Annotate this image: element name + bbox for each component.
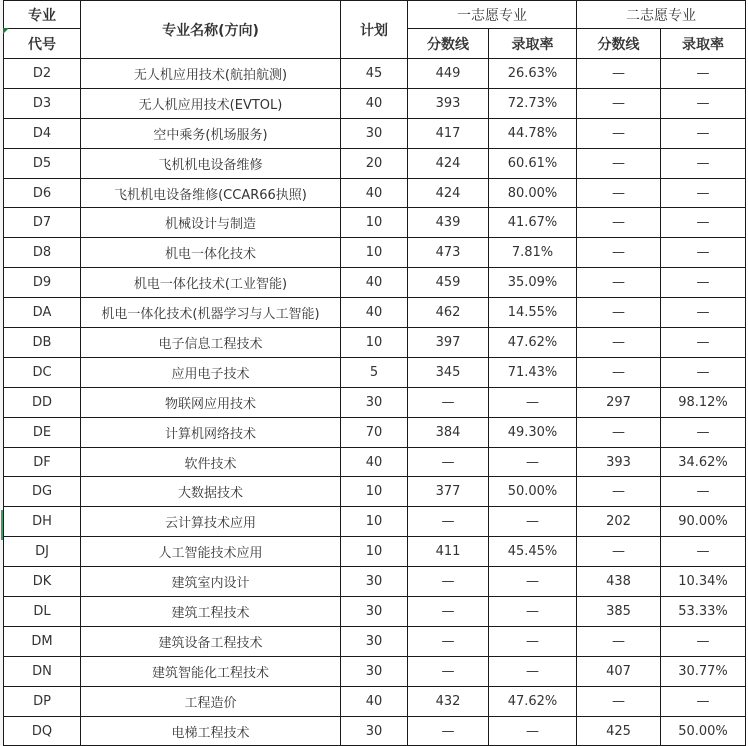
major-code-cell[interactable]: DG — [4, 477, 81, 507]
plan-count-cell[interactable]: 30 — [341, 387, 408, 417]
second-choice-rate-cell[interactable]: 90.00% — [661, 507, 746, 537]
second-choice-score-cell[interactable]: 425 — [577, 716, 661, 746]
second-choice-score-cell[interactable]: 385 — [577, 597, 661, 627]
major-code-cell[interactable]: DQ — [4, 716, 81, 746]
plan-count-cell[interactable]: 45 — [341, 59, 408, 89]
second-choice-rate-cell[interactable]: — — [661, 268, 746, 298]
table-row — [4, 387, 746, 417]
table-row — [4, 597, 746, 627]
second-choice-rate-cell[interactable]: — — [661, 148, 746, 178]
plan-count-cell[interactable]: 10 — [341, 238, 408, 268]
table-row — [4, 447, 746, 477]
first-choice-rate-cell[interactable]: 7.81% — [489, 238, 577, 268]
second-choice-score-cell[interactable]: — — [577, 537, 661, 567]
major-name-cell[interactable]: 电梯工程技术 — [81, 716, 341, 746]
major-code-cell[interactable]: DN — [4, 656, 81, 686]
first-choice-rate-cell[interactable]: 14.55% — [489, 298, 577, 328]
second-choice-rate-cell[interactable]: — — [661, 417, 746, 447]
first-choice-rate-cell[interactable]: 50.00% — [489, 477, 577, 507]
table-row — [4, 537, 746, 567]
table-row — [4, 88, 746, 118]
plan-count-cell[interactable]: 30 — [341, 118, 408, 148]
second-choice-rate-cell[interactable]: — — [661, 686, 746, 716]
major-name-cell[interactable]: 工程造价 — [81, 686, 341, 716]
major-code-cell[interactable]: DK — [4, 567, 81, 597]
second-choice-score-cell[interactable]: — — [577, 477, 661, 507]
major-code-cell[interactable]: D8 — [4, 238, 81, 268]
major-name-cell[interactable]: 人工智能技术应用 — [81, 537, 341, 567]
major-name-cell[interactable]: 电子信息工程技术 — [81, 328, 341, 358]
header-second-rate[interactable]: 录取率 — [661, 29, 746, 59]
plan-count-cell[interactable]: 40 — [341, 298, 408, 328]
second-choice-rate-cell[interactable]: 34.62% — [661, 447, 746, 477]
first-choice-rate-cell[interactable]: 47.62% — [489, 686, 577, 716]
plan-count-cell[interactable]: 10 — [341, 208, 408, 238]
major-name-cell[interactable]: 云计算技术应用 — [81, 507, 341, 537]
first-choice-score-cell[interactable]: 432 — [408, 686, 489, 716]
first-choice-score-cell[interactable]: 393 — [408, 88, 489, 118]
header-code-top[interactable]: 专业 — [4, 1, 81, 29]
table-row — [4, 59, 746, 89]
second-choice-score-cell[interactable]: — — [577, 268, 661, 298]
table-body — [4, 59, 746, 746]
table-row — [4, 417, 746, 447]
first-choice-rate-cell[interactable]: 47.62% — [489, 328, 577, 358]
first-choice-score-cell[interactable]: 449 — [408, 59, 489, 89]
first-choice-score-cell[interactable]: 473 — [408, 238, 489, 268]
header-first-score[interactable]: 分数线 — [408, 29, 489, 59]
major-code-cell[interactable]: DP — [4, 686, 81, 716]
first-choice-rate-cell[interactable]: 44.78% — [489, 118, 577, 148]
table-row — [4, 567, 746, 597]
table-row — [4, 178, 746, 208]
major-name-cell[interactable]: 软件技术 — [81, 447, 341, 477]
first-choice-rate-cell[interactable]: 26.63% — [489, 59, 577, 89]
first-choice-score-cell[interactable]: 424 — [408, 178, 489, 208]
header-first-choice[interactable]: 一志愿专业 — [408, 1, 577, 29]
second-choice-score-cell[interactable]: — — [577, 626, 661, 656]
major-code-cell[interactable]: D2 — [4, 59, 81, 89]
second-choice-score-cell[interactable]: — — [577, 686, 661, 716]
second-choice-rate-cell[interactable]: — — [661, 357, 746, 387]
second-choice-rate-cell[interactable]: — — [661, 298, 746, 328]
major-code-cell[interactable]: DJ — [4, 537, 81, 567]
first-choice-rate-cell[interactable]: — — [489, 567, 577, 597]
header-code-bottom[interactable]: 代号 — [4, 29, 81, 59]
first-choice-rate-cell[interactable]: 35.09% — [489, 268, 577, 298]
plan-count-cell[interactable]: 30 — [341, 567, 408, 597]
major-name-cell[interactable]: 空中乘务(机场服务) — [81, 118, 341, 148]
header-major-name[interactable]: 专业名称(方向) — [81, 1, 341, 59]
second-choice-rate-cell[interactable]: — — [661, 238, 746, 268]
second-choice-score-cell[interactable]: 393 — [577, 447, 661, 477]
first-choice-rate-cell[interactable]: 60.61% — [489, 148, 577, 178]
first-choice-score-cell[interactable]: 345 — [408, 357, 489, 387]
first-choice-rate-cell[interactable]: 45.45% — [489, 537, 577, 567]
second-choice-rate-cell[interactable]: — — [661, 328, 746, 358]
plan-count-cell[interactable]: 40 — [341, 88, 408, 118]
plan-count-cell[interactable]: 40 — [341, 686, 408, 716]
table-row — [4, 118, 746, 148]
first-choice-score-cell[interactable]: 462 — [408, 298, 489, 328]
major-name-cell[interactable]: 建筑室内设计 — [81, 567, 341, 597]
first-choice-score-cell[interactable]: — — [408, 626, 489, 656]
second-choice-score-cell[interactable]: 438 — [577, 567, 661, 597]
first-choice-score-cell[interactable]: — — [408, 716, 489, 746]
first-choice-rate-cell[interactable]: — — [489, 716, 577, 746]
first-choice-score-cell[interactable]: 459 — [408, 268, 489, 298]
major-code-cell[interactable]: D6 — [4, 178, 81, 208]
plan-count-cell[interactable]: 40 — [341, 268, 408, 298]
major-name-cell[interactable]: 建筑智能化工程技术 — [81, 656, 341, 686]
second-choice-rate-cell[interactable]: — — [661, 477, 746, 507]
major-name-cell[interactable]: 机电一体化技术(机器学习与人工智能) — [81, 298, 341, 328]
second-choice-score-cell[interactable]: — — [577, 118, 661, 148]
second-choice-rate-cell[interactable]: 98.12% — [661, 387, 746, 417]
plan-count-cell[interactable]: 10 — [341, 328, 408, 358]
major-name-cell[interactable]: 机电一体化技术 — [81, 238, 341, 268]
second-choice-score-cell[interactable]: — — [577, 178, 661, 208]
second-choice-score-cell[interactable]: 202 — [577, 507, 661, 537]
first-choice-score-cell[interactable]: 377 — [408, 477, 489, 507]
first-choice-score-cell[interactable]: 397 — [408, 328, 489, 358]
major-name-cell[interactable]: 计算机网络技术 — [81, 417, 341, 447]
first-choice-rate-cell[interactable]: 72.73% — [489, 88, 577, 118]
first-choice-rate-cell[interactable]: 49.30% — [489, 417, 577, 447]
major-code-cell[interactable]: DH — [4, 507, 81, 537]
major-code-cell[interactable]: DF — [4, 447, 81, 477]
second-choice-rate-cell[interactable]: — — [661, 178, 746, 208]
major-code-cell[interactable]: D5 — [4, 148, 81, 178]
major-name-cell[interactable]: 物联网应用技术 — [81, 387, 341, 417]
second-choice-score-cell[interactable]: — — [577, 328, 661, 358]
major-code-cell[interactable]: DM — [4, 626, 81, 656]
plan-count-cell[interactable]: 30 — [341, 656, 408, 686]
header-second-score[interactable]: 分数线 — [577, 29, 661, 59]
major-code-cell[interactable]: D3 — [4, 88, 81, 118]
table-row — [4, 477, 746, 507]
plan-count-cell[interactable]: 30 — [341, 597, 408, 627]
first-choice-score-cell[interactable]: — — [408, 447, 489, 477]
header-first-rate[interactable]: 录取率 — [489, 29, 577, 59]
second-choice-rate-cell[interactable]: 30.77% — [661, 656, 746, 686]
first-choice-rate-cell[interactable]: 71.43% — [489, 357, 577, 387]
first-choice-score-cell[interactable]: 411 — [408, 537, 489, 567]
major-code-cell[interactable]: D7 — [4, 208, 81, 238]
second-choice-rate-cell[interactable]: — — [661, 208, 746, 238]
major-code-cell[interactable]: DD — [4, 387, 81, 417]
second-choice-rate-cell[interactable]: — — [661, 626, 746, 656]
second-choice-score-cell[interactable]: 407 — [577, 656, 661, 686]
plan-count-cell[interactable]: 10 — [341, 507, 408, 537]
major-code-cell[interactable]: DB — [4, 328, 81, 358]
first-choice-rate-cell[interactable]: 41.67% — [489, 208, 577, 238]
major-name-cell[interactable]: 建筑设备工程技术 — [81, 626, 341, 656]
first-choice-score-cell[interactable]: 424 — [408, 148, 489, 178]
admission-score-table — [3, 0, 746, 746]
second-choice-rate-cell[interactable]: 50.00% — [661, 716, 746, 746]
first-choice-score-cell[interactable]: — — [408, 597, 489, 627]
plan-count-cell[interactable]: 20 — [341, 148, 408, 178]
cell-comment-indicator-icon — [3, 28, 9, 34]
second-choice-rate-cell[interactable]: — — [661, 537, 746, 567]
table-row — [4, 328, 746, 358]
first-choice-rate-cell[interactable]: — — [489, 387, 577, 417]
first-choice-score-cell[interactable]: 439 — [408, 208, 489, 238]
major-code-cell[interactable]: D9 — [4, 268, 81, 298]
table-row — [4, 626, 746, 656]
major-code-cell[interactable]: DE — [4, 417, 81, 447]
major-name-cell[interactable]: 飞机机电设备维修 — [81, 148, 341, 178]
table-row — [4, 298, 746, 328]
second-choice-score-cell[interactable]: — — [577, 208, 661, 238]
second-choice-rate-cell[interactable]: — — [661, 59, 746, 89]
first-choice-rate-cell[interactable]: — — [489, 626, 577, 656]
second-choice-rate-cell[interactable]: — — [661, 88, 746, 118]
header-plan[interactable]: 计划 — [341, 1, 408, 59]
table-row — [4, 208, 746, 238]
major-code-cell[interactable]: DL — [4, 597, 81, 627]
first-choice-score-cell[interactable]: — — [408, 656, 489, 686]
first-choice-rate-cell[interactable]: 80.00% — [489, 178, 577, 208]
table-row — [4, 656, 746, 686]
first-choice-rate-cell[interactable]: — — [489, 656, 577, 686]
second-choice-score-cell[interactable]: — — [577, 238, 661, 268]
second-choice-score-cell[interactable]: — — [577, 148, 661, 178]
second-choice-rate-cell[interactable]: 53.33% — [661, 597, 746, 627]
second-choice-rate-cell[interactable]: — — [661, 118, 746, 148]
first-choice-score-cell[interactable]: — — [408, 387, 489, 417]
major-code-cell[interactable]: DA — [4, 298, 81, 328]
second-choice-score-cell[interactable]: — — [577, 417, 661, 447]
major-name-cell[interactable]: 大数据技术 — [81, 477, 341, 507]
major-name-cell[interactable]: 机电一体化技术(工业智能) — [81, 268, 341, 298]
table-row — [4, 148, 746, 178]
plan-count-cell[interactable]: 5 — [341, 357, 408, 387]
major-code-cell[interactable]: D4 — [4, 118, 81, 148]
second-choice-score-cell[interactable]: — — [577, 357, 661, 387]
plan-count-cell[interactable]: 70 — [341, 417, 408, 447]
major-name-cell[interactable]: 建筑工程技术 — [81, 597, 341, 627]
table-row — [4, 357, 746, 387]
first-choice-rate-cell[interactable]: — — [489, 597, 577, 627]
first-choice-rate-cell[interactable]: — — [489, 447, 577, 477]
first-choice-score-cell[interactable]: — — [408, 507, 489, 537]
plan-count-cell[interactable]: 30 — [341, 626, 408, 656]
header-second-choice[interactable]: 二志愿专业 — [577, 1, 746, 29]
table-row — [4, 686, 746, 716]
second-choice-rate-cell[interactable]: 10.34% — [661, 567, 746, 597]
plan-count-cell[interactable]: 40 — [341, 447, 408, 477]
major-code-cell[interactable]: DC — [4, 357, 81, 387]
second-choice-score-cell[interactable]: — — [577, 88, 661, 118]
second-choice-score-cell[interactable]: 297 — [577, 387, 661, 417]
first-choice-score-cell[interactable]: — — [408, 567, 489, 597]
table-row — [4, 507, 746, 537]
major-name-cell[interactable]: 机械设计与制造 — [81, 208, 341, 238]
plan-count-cell[interactable]: 10 — [341, 477, 408, 507]
table-row — [4, 716, 746, 746]
first-choice-score-cell[interactable]: 384 — [408, 417, 489, 447]
plan-count-cell[interactable]: 30 — [341, 716, 408, 746]
major-name-cell[interactable]: 飞机机电设备维修(CCAR66执照) — [81, 178, 341, 208]
major-name-cell[interactable]: 应用电子技术 — [81, 357, 341, 387]
second-choice-score-cell[interactable]: — — [577, 59, 661, 89]
major-name-cell[interactable]: 无人机应用技术(EVTOL) — [81, 88, 341, 118]
plan-count-cell[interactable]: 10 — [341, 537, 408, 567]
first-choice-rate-cell[interactable]: — — [489, 507, 577, 537]
table-row — [4, 238, 746, 268]
second-choice-score-cell[interactable]: — — [577, 298, 661, 328]
first-choice-score-cell[interactable]: 417 — [408, 118, 489, 148]
major-name-cell[interactable]: 无人机应用技术(航拍航测) — [81, 59, 341, 89]
table-row — [4, 268, 746, 298]
plan-count-cell[interactable]: 40 — [341, 178, 408, 208]
